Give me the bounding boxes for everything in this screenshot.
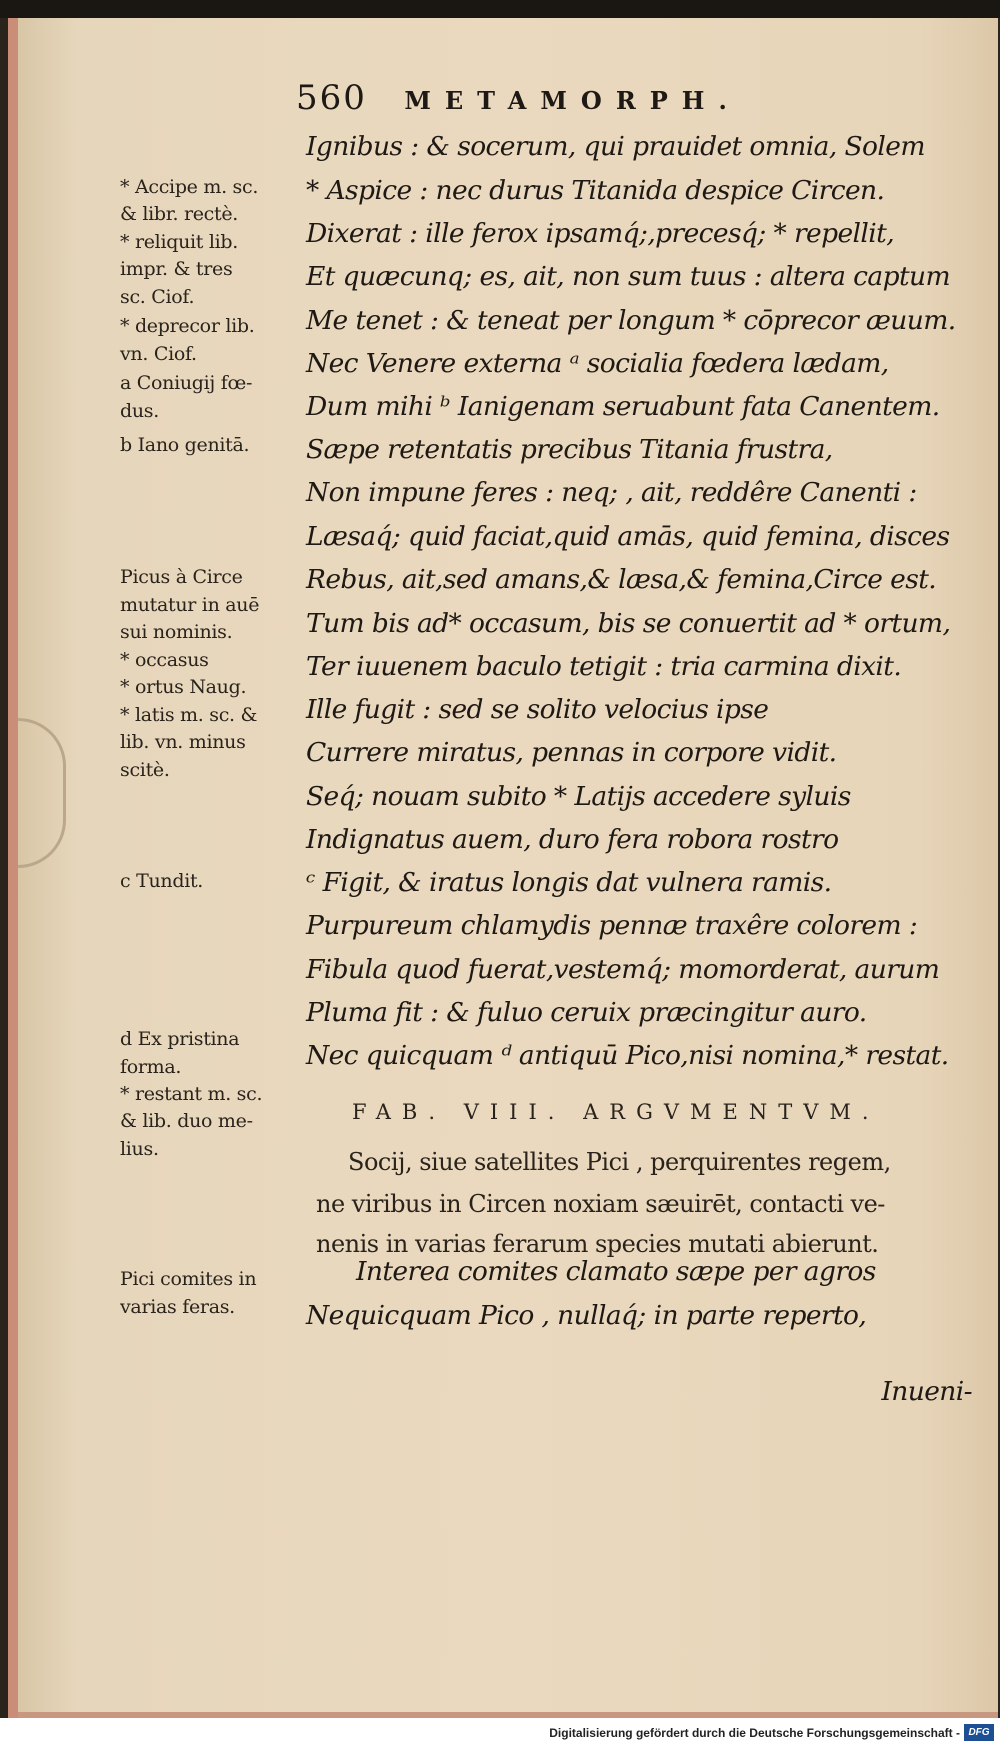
verse-line: Ignibus : & socerum, qui prauidet omnia, Solem: [306, 131, 925, 162]
side-note: * occasus: [120, 649, 209, 671]
side-note: * latis m. sc. &: [120, 704, 258, 726]
verse-line: Nec Venere externa ᵃ socialia fœdera lædam,: [306, 348, 889, 379]
verse-line: Tum bis ad* occasum, bis se conuertit ad * ortum,: [306, 608, 951, 639]
verse-line: Fibula quod fuerat,vestemq́; momorderat, aurum: [306, 954, 940, 985]
verse-line: Sæpe retentatis precibus Titania frustra,: [306, 434, 833, 465]
argument-line: nenis in varias ferarum species mutati abierunt.: [316, 1230, 879, 1258]
verse-line: * Aspice : nec durus Titanida despice Circen.: [306, 175, 885, 206]
side-note: * restant m. sc.: [120, 1083, 263, 1105]
side-note: sc. Ciof.: [120, 286, 195, 308]
side-note: c Tundit.: [120, 870, 204, 892]
verse-line: Pluma fit : & fuluo ceruix præcingitur auro.: [306, 997, 867, 1028]
verse-line: Non impune feres : neq; , ait, reddêre Canenti :: [306, 477, 917, 508]
fable-heading: FAB. VIII. ARGVMENTVM.: [352, 1100, 880, 1124]
catchword: Inueni-: [881, 1376, 972, 1407]
verse-line: Læsaq́; quid faciat,quid amās, quid femina, disces: [306, 521, 950, 552]
side-note: impr. & tres: [120, 258, 233, 280]
verse-line: Dixerat : ille ferox ipsamq́;,precesq́; * repellit,: [306, 218, 895, 249]
running-head: [296, 78, 741, 118]
footer-credit: Digitalisierung gefördert durch die Deutsche Forschungsgemeinschaft -: [549, 1726, 960, 1740]
verse-line: Nec quicquam ᵈ antiquū Pico,nisi nomina,* restat.: [306, 1040, 949, 1071]
verse-line: Currere miratus, pennas in corpore vidit.: [306, 737, 837, 768]
verse-line: Nequicquam Pico , nullaq́; in parte reperto,: [306, 1300, 867, 1331]
verse-line: Interea comites clamato sæpe per agros: [356, 1256, 876, 1287]
verse-line: Ter iuuenem baculo tetigit : tria carmina dixit.: [306, 651, 902, 682]
page-number: 560: [296, 78, 367, 118]
argument-line: Socij, siue satellites Pici , perquirentes regem,: [348, 1148, 891, 1176]
side-note: * reliquit lib.: [120, 231, 239, 253]
side-note: d Ex pristina: [120, 1028, 240, 1050]
side-note: a Coniugij fœ-: [120, 372, 253, 394]
side-note: Pici comites in: [120, 1268, 257, 1290]
side-note: lib. vn. minus: [120, 731, 246, 753]
side-note: * ortus Naug.: [120, 676, 247, 698]
side-note: b Iano genitā.: [120, 434, 250, 456]
side-note: mutatur in auē: [120, 594, 260, 616]
side-note: varias feras.: [120, 1296, 235, 1318]
page-clasp: [18, 718, 66, 868]
side-note: lius.: [120, 1138, 159, 1160]
dfg-logo-icon: DFG: [964, 1724, 994, 1741]
verse-line: Et quæcunq; es, ait, non sum tuus : altera captum: [306, 261, 950, 292]
side-note: dus.: [120, 400, 159, 422]
verse-line: Dum mihi ᵇ Ianigenam seruabunt fata Canentem.: [306, 391, 940, 422]
verse-line: ᶜ Figit, & iratus longis dat vulnera ramis.: [306, 867, 832, 898]
argument-line: ne viribus in Circen noxiam sæuirēt, contacti ve-: [316, 1190, 885, 1218]
verse-line: Indignatus auem, duro fera robora rostro: [306, 824, 839, 855]
verse-line: Ille fugit : sed se solito velocius ipse: [306, 694, 769, 725]
top-scan-band: [0, 0, 1000, 18]
side-note: vn. Ciof.: [120, 343, 197, 365]
side-note: Picus à Circe: [120, 566, 243, 588]
side-note: scitè.: [120, 759, 170, 781]
side-note: sui nominis.: [120, 621, 233, 643]
digitization-footer: [0, 1718, 1000, 1750]
verse-line: Rebus, ait,sed amans,& læsa,& femina,Circe est.: [306, 564, 937, 595]
verse-line: Me tenet : & teneat per longum * cōprecor æuum.: [306, 305, 956, 336]
running-title: METAMORPH.: [404, 86, 741, 115]
side-note: forma.: [120, 1056, 182, 1078]
side-note: * Accipe m. sc.: [120, 176, 259, 198]
side-note: * deprecor lib.: [120, 315, 255, 337]
verse-line: Purpureum chlamydis pennæ traxêre colorem :: [306, 910, 918, 941]
verse-line: Seq́; nouam subito * Latijs accedere syluis: [306, 781, 851, 812]
side-note: & lib. duo me-: [120, 1110, 253, 1132]
side-note: & libr. rectè.: [120, 203, 239, 225]
